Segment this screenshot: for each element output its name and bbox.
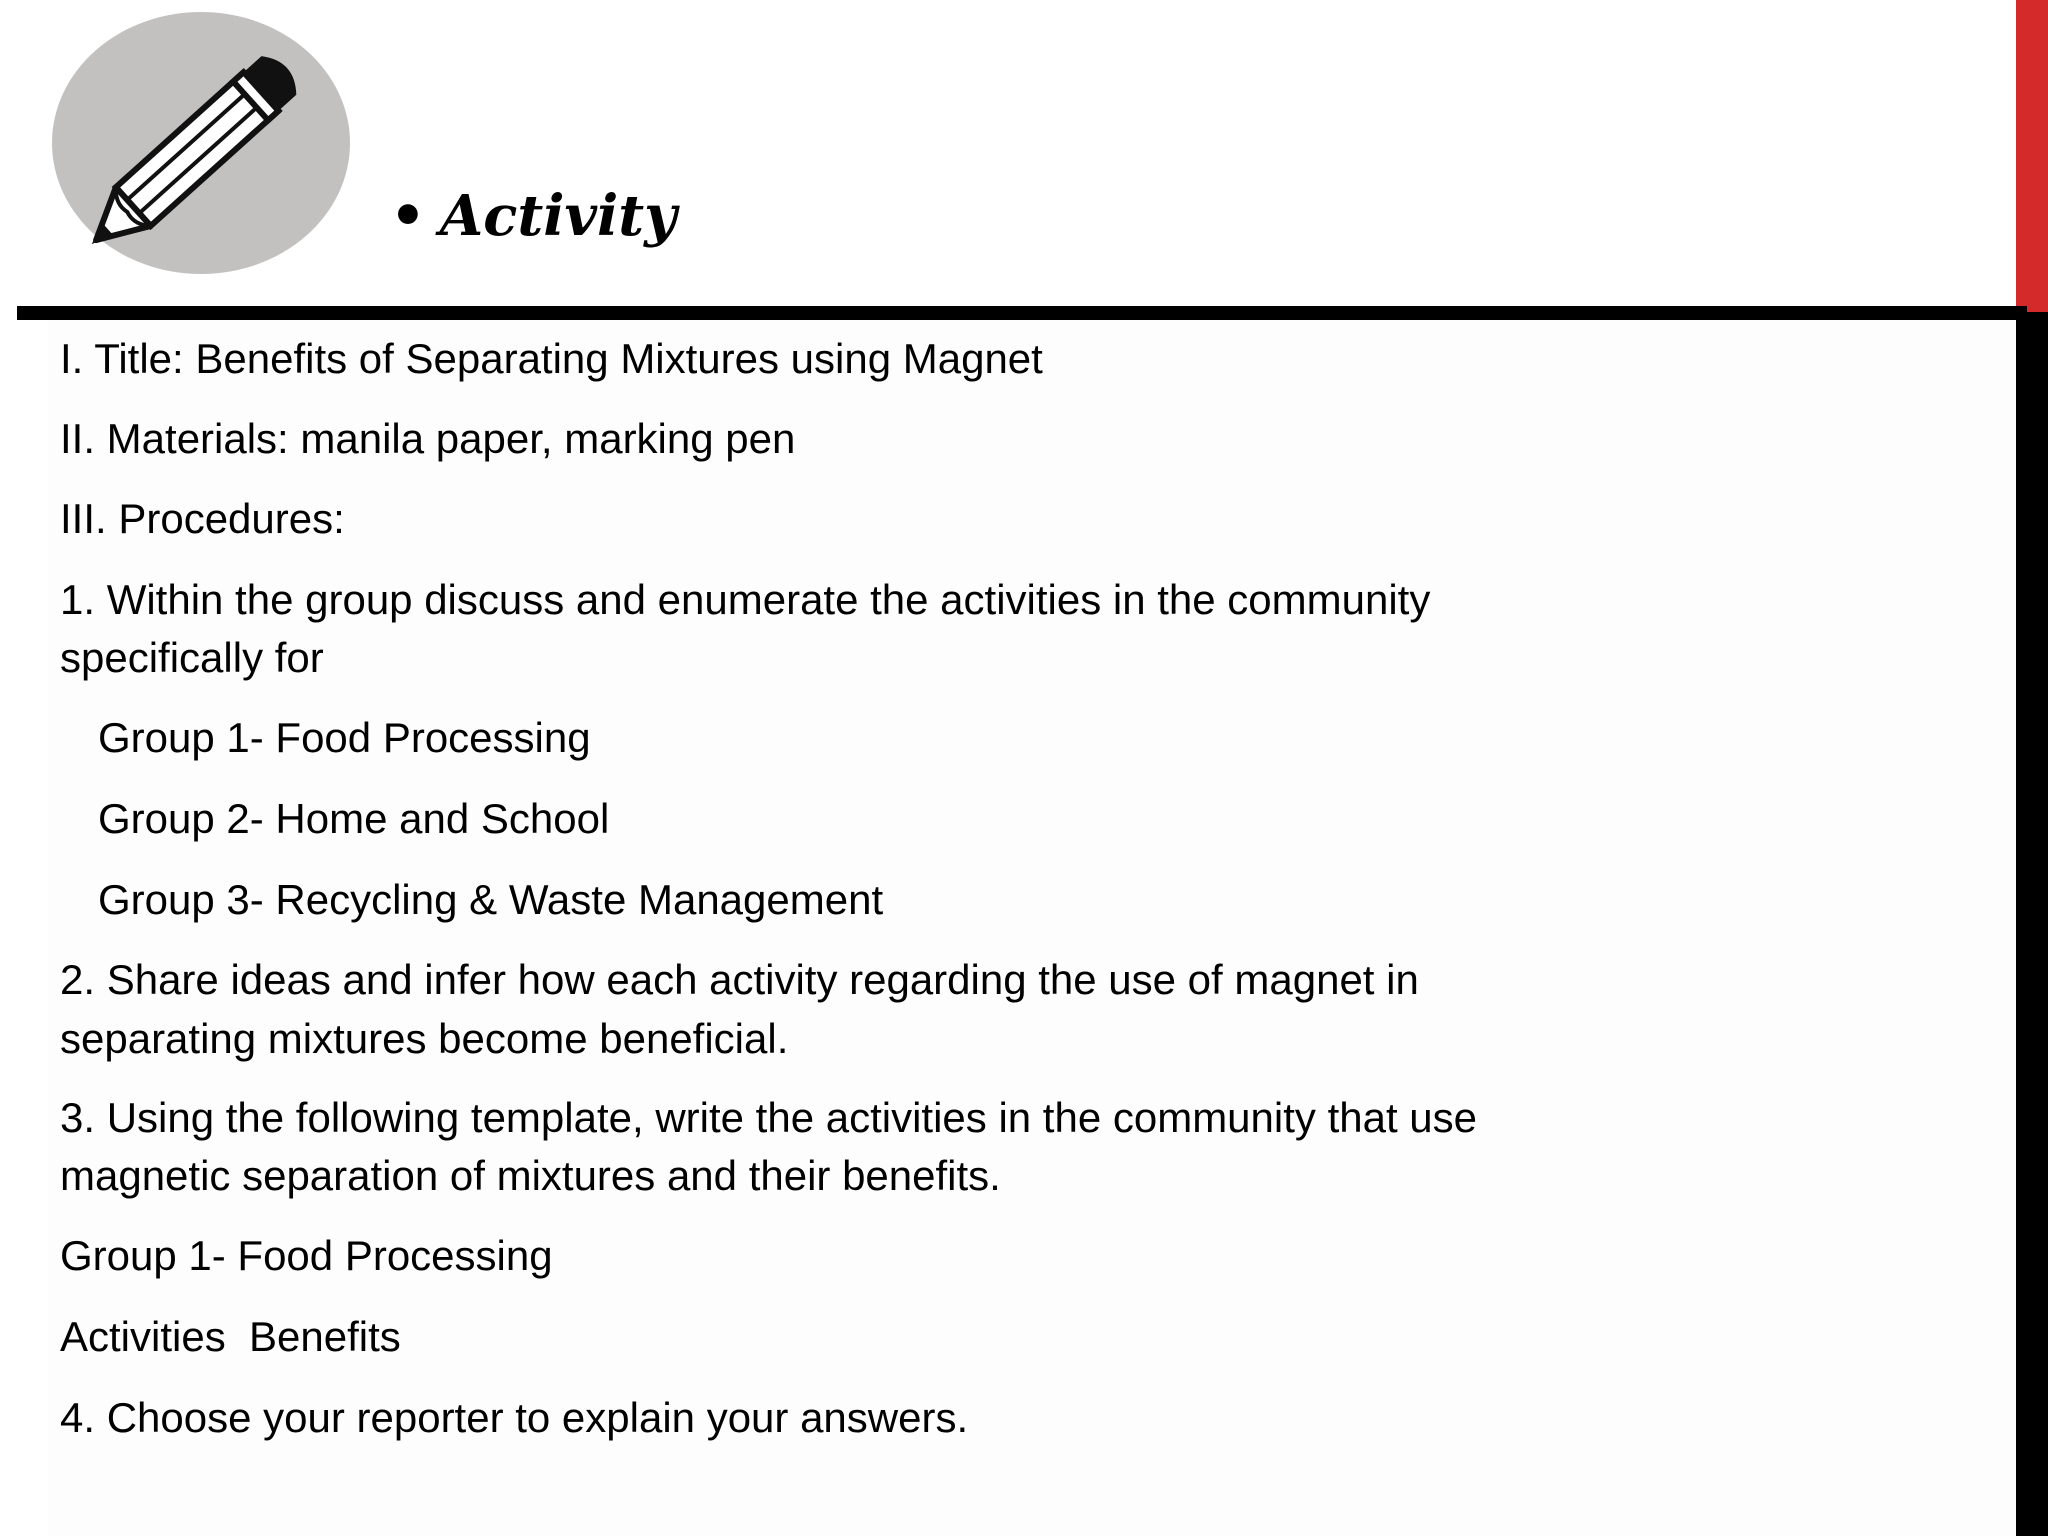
step-2-line-2: separating mixtures become beneficial. xyxy=(60,1015,789,1062)
group-item-1: Group 1- Food Processing xyxy=(98,714,591,761)
step-2-line-1: 2. Share ideas and infer how each activity regarding the use of magnet in xyxy=(60,956,1419,1003)
accent-black-bar xyxy=(2016,312,2048,1536)
procedures-heading: III. Procedures: xyxy=(60,495,345,542)
pencil-icon xyxy=(52,12,350,274)
activity-title-line: I. Title: Benefits of Separating Mixtures using Magnet xyxy=(60,335,1043,382)
template-columns-line: Activities Benefits xyxy=(60,1313,401,1360)
group-item-2: Group 2- Home and School xyxy=(98,795,610,842)
accent-red-bar xyxy=(2016,0,2048,312)
step-1-line-1: 1. Within the group discuss and enumerate the activities in the community xyxy=(60,576,1431,623)
title-bullet: • xyxy=(390,183,426,249)
title-text: Activity xyxy=(439,183,677,249)
header-divider xyxy=(17,306,2027,320)
materials-line: II. Materials: manila paper, marking pen xyxy=(60,415,796,462)
step-4-line: 4. Choose your reporter to explain your answers. xyxy=(60,1394,969,1441)
template-group-line: Group 1- Food Processing xyxy=(60,1232,553,1279)
page-title xyxy=(390,183,677,249)
step-3-line-1: 3. Using the following template, write the activities in the community that use xyxy=(60,1094,1478,1141)
step-1-line-2: specifically for xyxy=(60,634,324,681)
group-item-3: Group 3- Recycling & Waste Management xyxy=(98,876,884,923)
step-3-line-2: magnetic separation of mixtures and their benefits. xyxy=(60,1152,1001,1199)
